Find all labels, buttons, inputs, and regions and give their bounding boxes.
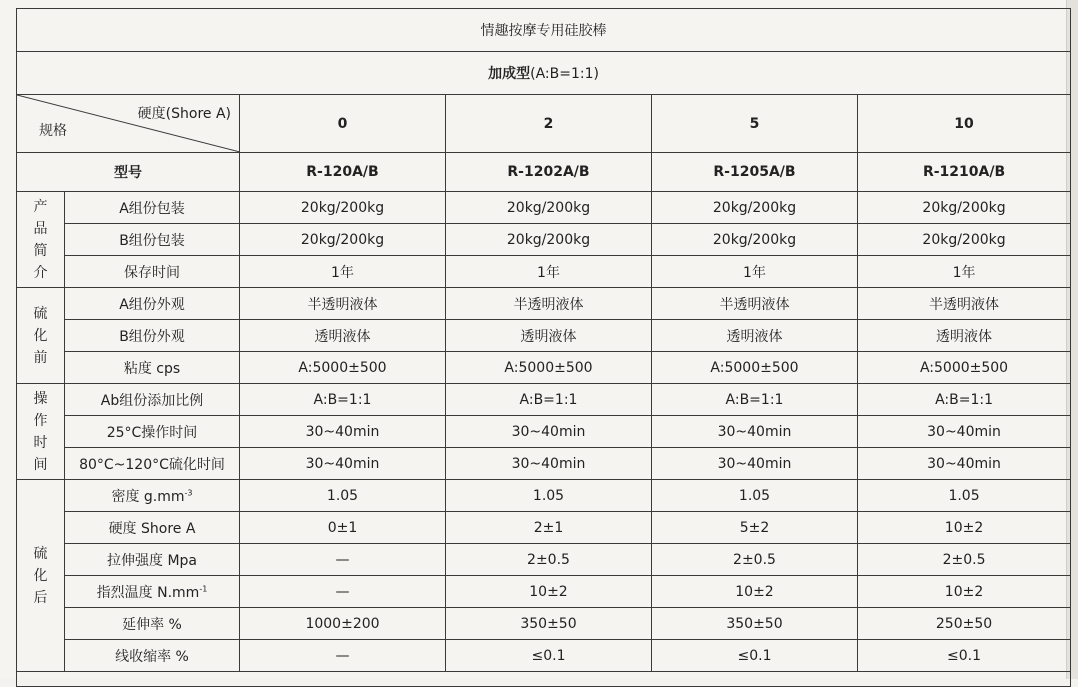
value-cell: 30~40min <box>652 448 858 480</box>
value-cell: A:5000±500 <box>858 352 1071 384</box>
table-row <box>17 512 1071 544</box>
param-text: A组份外观 <box>119 296 185 313</box>
table-row <box>17 416 1071 448</box>
value-cell: A:5000±500 <box>240 352 446 384</box>
param-text: 拉伸强度 Mpa <box>107 552 197 569</box>
value-cell: 1000±200 <box>240 608 446 640</box>
value-cell: 30~40min <box>240 448 446 480</box>
table-row <box>17 384 1071 416</box>
value-cell: 20kg/200kg <box>240 192 446 224</box>
value-cell: 20kg/200kg <box>446 224 652 256</box>
param-name <box>65 448 240 480</box>
param-name <box>65 288 240 320</box>
value-cell: 250±50 <box>858 608 1071 640</box>
value-cell: 5±2 <box>652 512 858 544</box>
value-cell: 半透明液体 <box>240 288 446 320</box>
value-cell: — <box>240 640 446 672</box>
hardness-value: 10 <box>858 95 1071 153</box>
param-name <box>65 576 240 608</box>
param-name <box>65 224 240 256</box>
value-cell: 20kg/200kg <box>858 192 1071 224</box>
section-label-char: 操 <box>33 390 48 407</box>
table-row <box>17 448 1071 480</box>
param-name <box>65 192 240 224</box>
value-cell: 30~40min <box>652 416 858 448</box>
hardness-value: 0 <box>240 95 446 153</box>
section-label <box>17 384 65 480</box>
value-cell: — <box>240 544 446 576</box>
value-cell: 10±2 <box>652 576 858 608</box>
value-cell: — <box>240 576 446 608</box>
table-row-partial <box>17 672 1071 687</box>
value-cell: 0±1 <box>240 512 446 544</box>
param-text: B组份外观 <box>119 328 185 345</box>
param-name <box>65 512 240 544</box>
table-row <box>17 256 1071 288</box>
table-row <box>17 288 1071 320</box>
param-text: Ab组份添加比例 <box>100 392 204 409</box>
value-cell: 1.05 <box>446 480 652 512</box>
value-cell: 10±2 <box>446 576 652 608</box>
param-name <box>65 416 240 448</box>
value-cell: 350±50 <box>652 608 858 640</box>
model-value: R-1210A/B <box>858 153 1071 192</box>
param-text: 粘度 cps <box>123 360 181 377</box>
table-row <box>17 480 1071 512</box>
param-text: B组份包装 <box>119 232 185 249</box>
value-cell: 10±2 <box>858 512 1071 544</box>
param-name <box>65 640 240 672</box>
subtitle-row <box>17 52 1071 95</box>
param-name <box>65 608 240 640</box>
value-cell: 2±0.5 <box>446 544 652 576</box>
param-name <box>65 384 240 416</box>
value-cell: 半透明液体 <box>446 288 652 320</box>
value-cell: 1年 <box>858 256 1071 288</box>
model-value: R-120A/B <box>240 153 446 192</box>
section-label-char: 时 <box>33 434 48 451</box>
table-row <box>17 352 1071 384</box>
param-text: 保存时间 <box>124 264 180 281</box>
param-text: 延伸率 % <box>122 616 182 633</box>
value-cell: A:5000±500 <box>446 352 652 384</box>
value-cell: 30~40min <box>446 416 652 448</box>
value-cell: 2±1 <box>446 512 652 544</box>
section-label <box>17 480 65 672</box>
value-cell: 20kg/200kg <box>652 192 858 224</box>
value-cell: 30~40min <box>858 416 1071 448</box>
section-label <box>17 192 65 288</box>
param-name <box>65 480 240 512</box>
blank-cell <box>17 672 1071 687</box>
value-cell: 2±0.5 <box>652 544 858 576</box>
section-label-char: 硫 <box>33 305 48 322</box>
table-row <box>17 576 1071 608</box>
value-cell: A:5000±500 <box>652 352 858 384</box>
param-name <box>65 256 240 288</box>
param-text: 80°C~120°C硫化时间 <box>79 456 225 473</box>
value-cell: 20kg/200kg <box>652 224 858 256</box>
value-cell: 透明液体 <box>652 320 858 352</box>
value-cell: 透明液体 <box>858 320 1071 352</box>
section-label-char: 介 <box>33 264 48 281</box>
table-row <box>17 224 1071 256</box>
value-cell: 透明液体 <box>446 320 652 352</box>
section-label <box>17 288 65 384</box>
value-cell: 20kg/200kg <box>446 192 652 224</box>
value-cell: A:B=1:1 <box>446 384 652 416</box>
table-title: 情趣按摩专用硅胶棒 <box>17 9 1071 52</box>
value-cell: 350±50 <box>446 608 652 640</box>
model-row <box>17 153 1071 192</box>
hardness-value: 5 <box>652 95 858 153</box>
value-cell: ≤0.1 <box>858 640 1071 672</box>
value-cell: 1.05 <box>858 480 1071 512</box>
value-cell: 1.05 <box>652 480 858 512</box>
value-cell: 透明液体 <box>240 320 446 352</box>
hardness-value: 2 <box>446 95 652 153</box>
section-label-char: 简 <box>33 242 48 259</box>
param-unit-exponent: -1 <box>199 583 208 593</box>
param-unit-exponent: -3 <box>184 487 193 497</box>
section-label-char: 硫 <box>33 545 48 562</box>
table-row <box>17 544 1071 576</box>
table-row <box>17 192 1071 224</box>
section-label-char: 作 <box>33 412 48 429</box>
value-cell: 半透明液体 <box>858 288 1071 320</box>
param-text: 线收缩率 % <box>115 648 189 665</box>
param-text: 硬度 Shore A <box>108 520 196 537</box>
value-cell: A:B=1:1 <box>652 384 858 416</box>
value-cell: ≤0.1 <box>446 640 652 672</box>
table-row <box>17 320 1071 352</box>
value-cell: 1年 <box>240 256 446 288</box>
section-label-char: 前 <box>33 349 48 366</box>
value-cell: 30~40min <box>446 448 652 480</box>
subtitle-bold: 加成型 <box>488 66 531 82</box>
value-cell: 半透明液体 <box>652 288 858 320</box>
value-cell: ≤0.1 <box>652 640 858 672</box>
table-row <box>17 608 1071 640</box>
param-text: 密度 g.mm <box>111 488 185 505</box>
value-cell: 20kg/200kg <box>858 224 1071 256</box>
value-cell: A:B=1:1 <box>858 384 1071 416</box>
value-cell: 30~40min <box>240 416 446 448</box>
param-text: 25°C操作时间 <box>106 424 198 441</box>
model-label: 型号 <box>17 153 240 192</box>
spec-label: 规格 <box>39 123 67 139</box>
param-name <box>65 544 240 576</box>
hardness-label: 硬度(Shore A) <box>137 106 231 122</box>
value-cell: 20kg/200kg <box>240 224 446 256</box>
model-value: R-1202A/B <box>446 153 652 192</box>
param-text: A组份包装 <box>119 200 185 217</box>
section-label-char: 产 <box>33 198 48 215</box>
subtitle-ratio: (A:B=1:1) <box>530 66 599 82</box>
table-row <box>17 640 1071 672</box>
title-row <box>17 9 1071 52</box>
value-cell: 1年 <box>446 256 652 288</box>
section-label-char: 化 <box>33 327 48 344</box>
hardness-row <box>17 95 1071 153</box>
section-label-char: 品 <box>33 220 48 237</box>
spec-table <box>16 8 1071 687</box>
table-subtitle <box>17 52 1071 95</box>
value-cell: 1.05 <box>240 480 446 512</box>
value-cell: 1年 <box>652 256 858 288</box>
param-name <box>65 352 240 384</box>
section-label-char: 后 <box>33 589 48 606</box>
param-text: 指烈温度 N.mm <box>96 584 200 601</box>
value-cell: 30~40min <box>858 448 1071 480</box>
value-cell: 10±2 <box>858 576 1071 608</box>
diagonal-header-cell <box>17 95 240 153</box>
value-cell: 2±0.5 <box>858 544 1071 576</box>
value-cell: A:B=1:1 <box>240 384 446 416</box>
section-label-char: 间 <box>33 456 48 473</box>
section-label-char: 化 <box>33 567 48 584</box>
param-name <box>65 320 240 352</box>
model-value: R-1205A/B <box>652 153 858 192</box>
